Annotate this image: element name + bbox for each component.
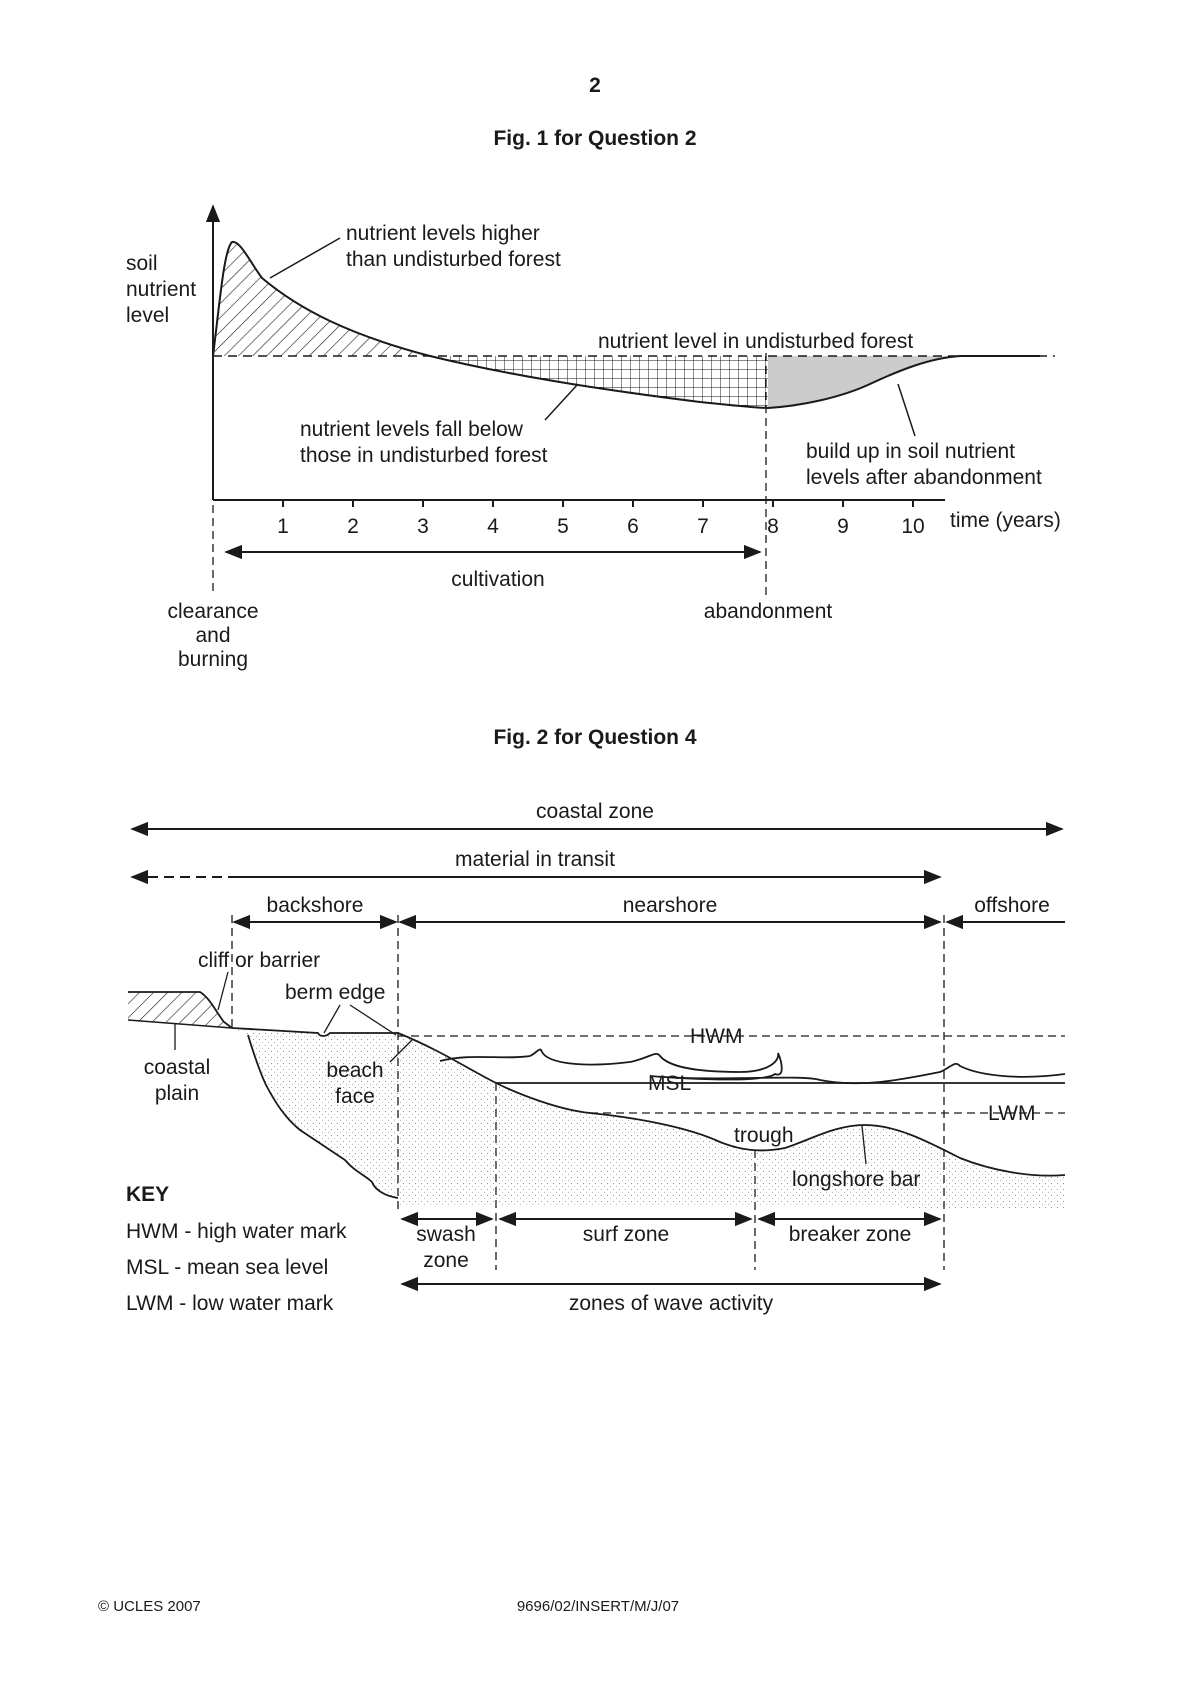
swash-zone-label-1: swash	[416, 1223, 476, 1246]
lwm-label: LWM	[988, 1102, 1036, 1125]
clearance-label-1: clearance	[167, 600, 259, 623]
offshore-label: offshore	[974, 894, 1050, 917]
trough-label: trough	[734, 1124, 794, 1147]
fig1-title: Fig. 1 for Question 2	[493, 127, 697, 150]
y-axis-label-1: soil	[126, 252, 158, 275]
fig2-title: Fig. 2 for Question 4	[493, 726, 697, 749]
berm-edge-label: berm edge	[285, 981, 386, 1004]
tick-label-1: 1	[277, 515, 289, 538]
y-axis-label-2: nutrient	[126, 278, 197, 301]
tick-label-2: 2	[347, 515, 359, 538]
y-axis-label-3: level	[126, 304, 170, 327]
annotation-higher-2: than undisturbed forest	[346, 248, 561, 271]
zones-of-wave-activity-label: zones of wave activity	[568, 1292, 774, 1315]
coastal-plain-label-2: plain	[154, 1082, 200, 1105]
leader-cliff	[218, 972, 228, 1010]
longshore-bar-label: longshore bar	[792, 1168, 921, 1191]
wave-surface	[440, 1049, 1065, 1083]
tick-label-4: 4	[487, 515, 499, 538]
tick-label-10: 10	[901, 515, 925, 538]
fig2-diagram	[126, 726, 1065, 1315]
page-number: 2	[589, 74, 601, 97]
clearance-label-3: burning	[177, 648, 249, 671]
hwm-label: HWM	[690, 1025, 743, 1048]
beach-face-label-1: beach	[326, 1059, 384, 1082]
msl-label: MSL	[648, 1072, 692, 1095]
fig1-diagram	[126, 127, 1061, 671]
grey-area-buildup	[768, 356, 960, 408]
cliff-label: cliff or barrier	[198, 949, 321, 972]
cultivation-label: cultivation	[451, 568, 545, 591]
beach-face-label-2: face	[335, 1085, 375, 1108]
leader-berm	[324, 1005, 340, 1033]
nearshore-label: nearshore	[622, 894, 718, 917]
x-ticks	[283, 500, 913, 507]
leader-buildup	[898, 384, 915, 436]
grid-area-lower	[430, 356, 768, 408]
leader-higher	[270, 238, 340, 278]
swash-zone-label-2: zone	[423, 1249, 469, 1272]
tick-label-9: 9	[837, 515, 849, 538]
footer-code: 9696/02/INSERT/M/J/07	[516, 1598, 680, 1615]
annotation-fall-1: nutrient levels fall below	[300, 418, 523, 441]
leader-fall	[545, 384, 578, 420]
material-in-transit-label: material in transit	[455, 848, 615, 871]
breaker-zone-label: breaker zone	[788, 1223, 912, 1246]
key-item-msl: MSL - mean sea level	[126, 1256, 329, 1279]
coastal-zone-label: coastal zone	[536, 800, 654, 823]
tick-label-7: 7	[697, 515, 709, 538]
surf-zone-label: surf zone	[582, 1223, 670, 1246]
key-title: KEY	[126, 1183, 170, 1206]
x-axis-label: time (years)	[950, 509, 1061, 532]
tick-label-6: 6	[627, 515, 639, 538]
coastal-plain-label-1: coastal	[143, 1056, 211, 1079]
tick-label-5: 5	[557, 515, 569, 538]
key-item-hwm: HWM - high water mark	[126, 1220, 347, 1243]
leader-berm-2	[350, 1005, 396, 1035]
backshore-label: backshore	[266, 894, 364, 917]
clearance-label-2: and	[195, 624, 231, 647]
annotation-buildup-2: levels after abandonment	[806, 466, 1042, 489]
annotation-fall-2: those in undisturbed forest	[300, 444, 548, 467]
abandonment-label: abandonment	[703, 600, 833, 623]
annotation-higher-1: nutrient levels higher	[346, 222, 540, 245]
footer-copyright: © UCLES 2007	[98, 1598, 201, 1615]
annotation-buildup-1: build up in soil nutrient	[806, 440, 1015, 463]
tick-label-3: 3	[417, 515, 429, 538]
annotation-undisturbed: nutrient level in undisturbed forest	[598, 330, 914, 353]
key-item-lwm: LWM - low water mark	[126, 1292, 334, 1315]
tick-label-8: 8	[767, 515, 779, 538]
